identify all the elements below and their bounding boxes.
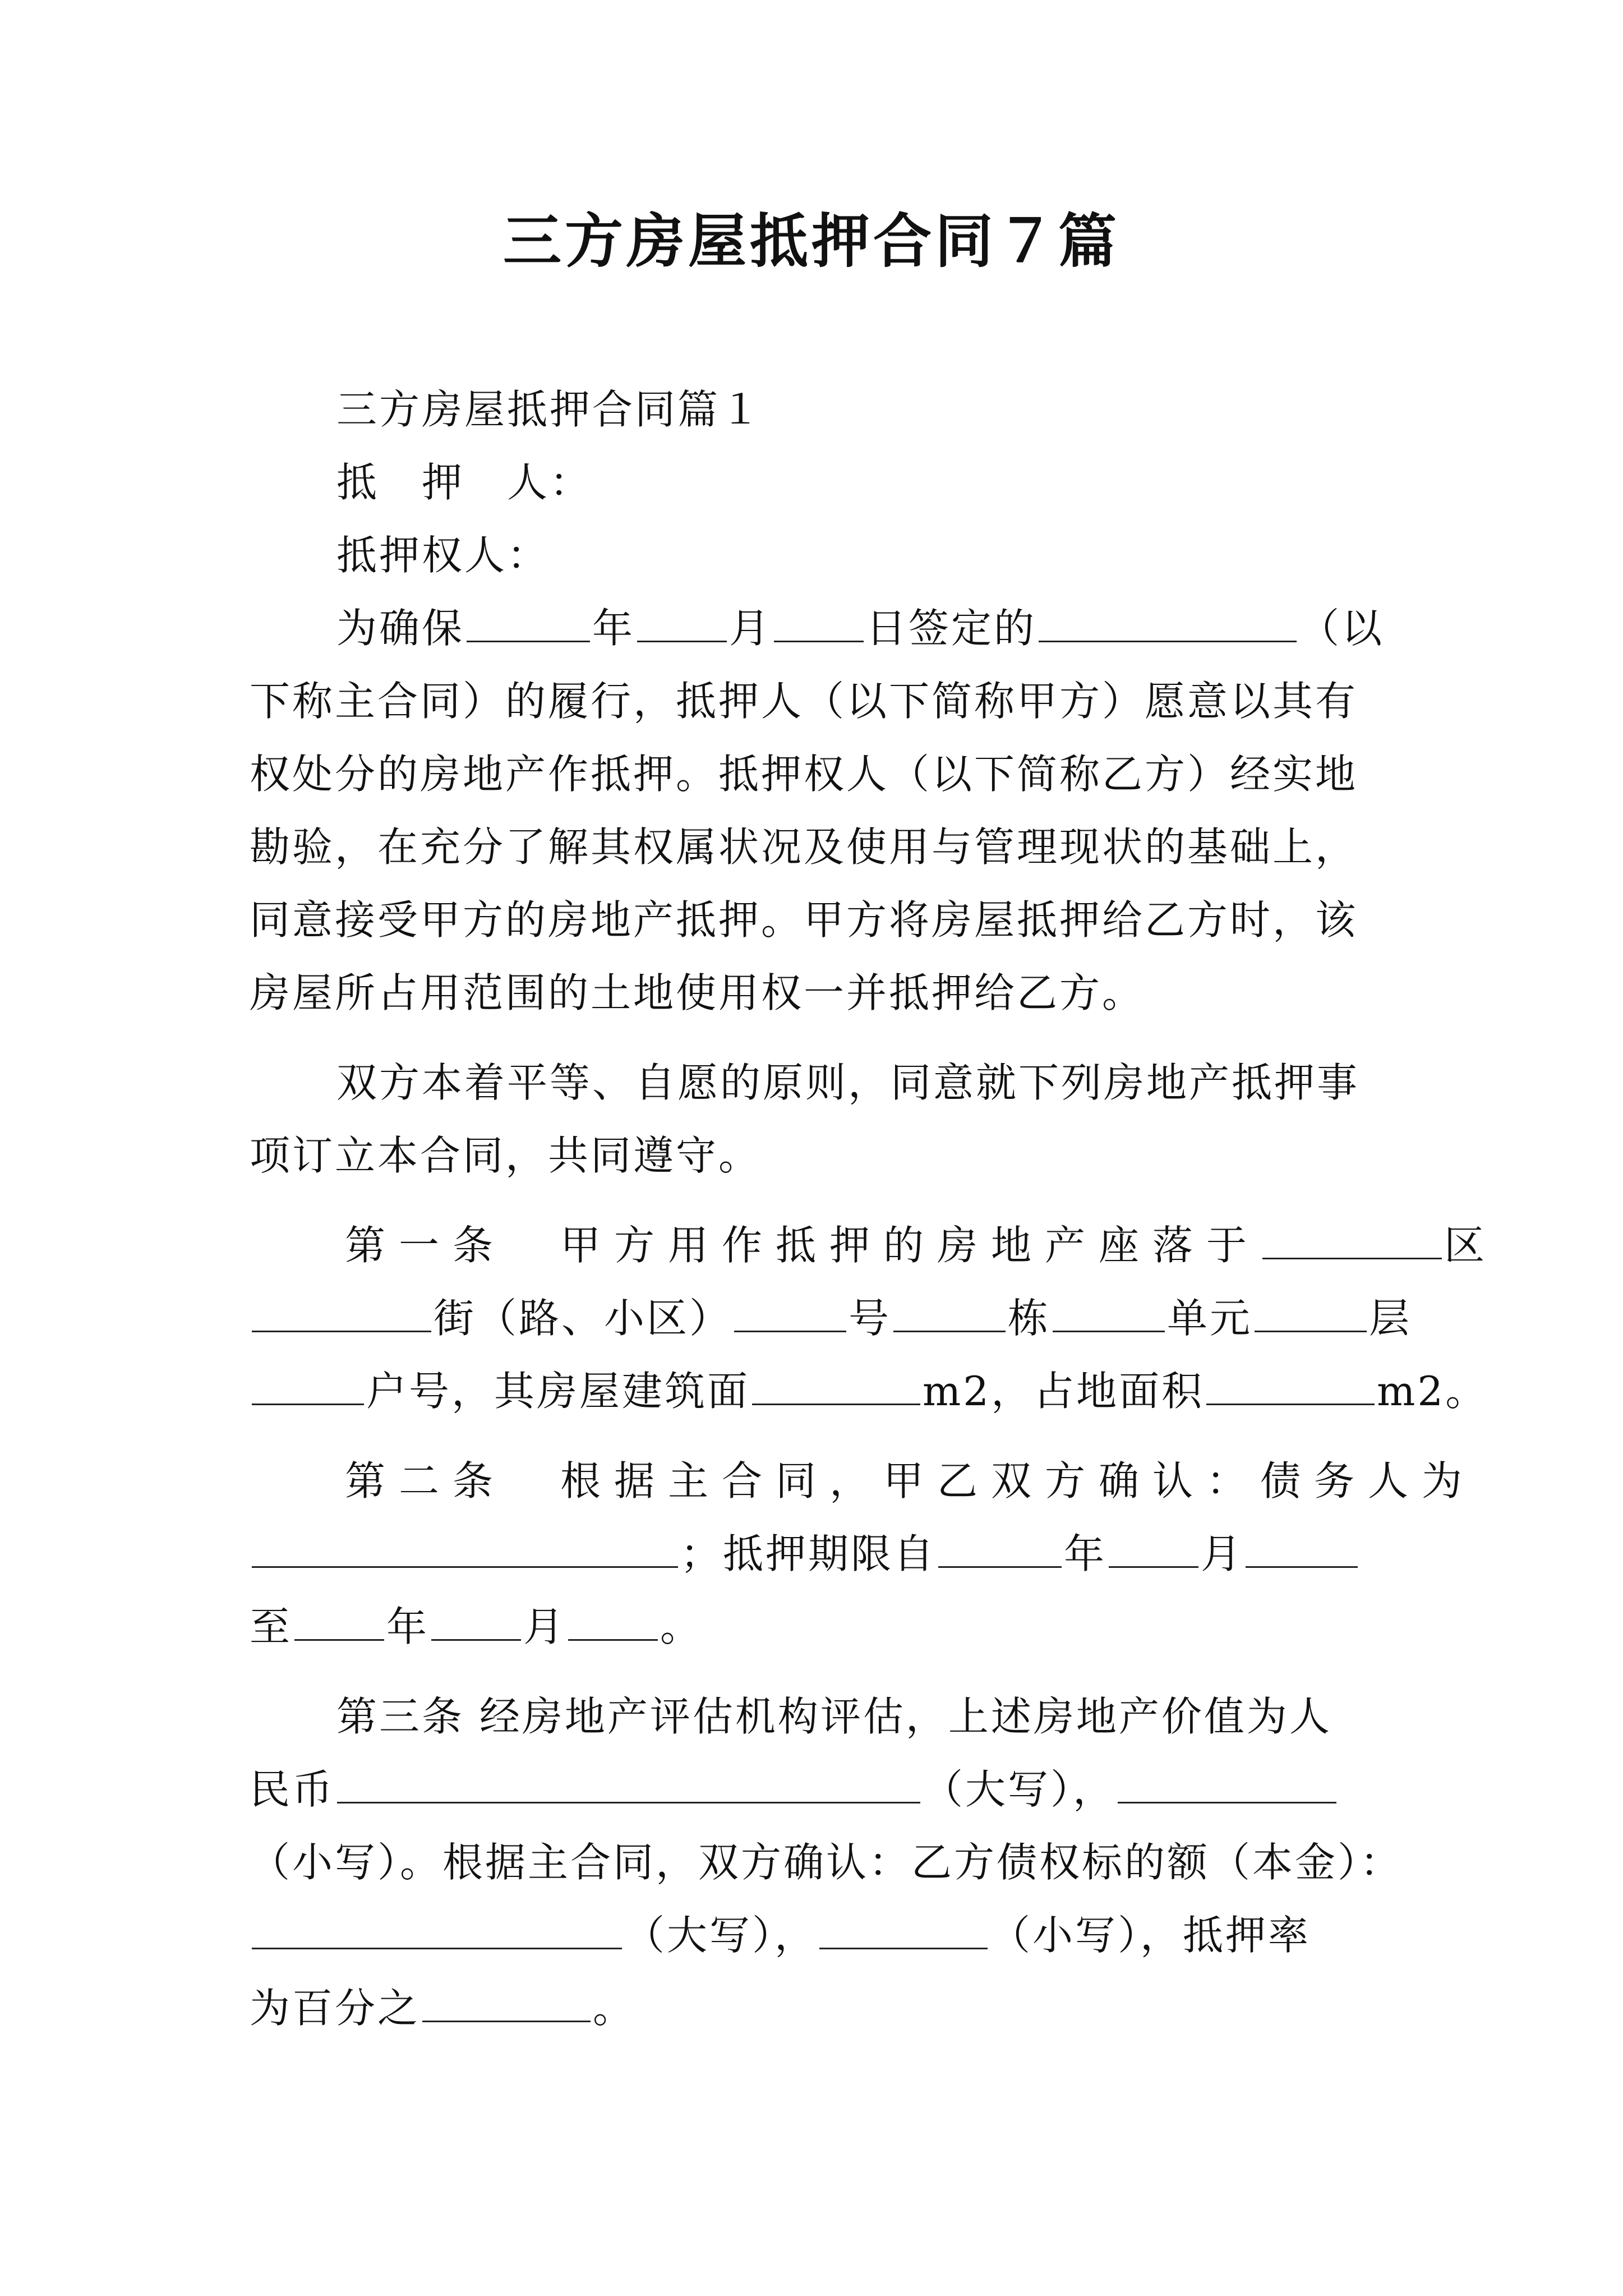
text-segment: 。: [593, 1985, 636, 2032]
article-1-line-2: [250, 1282, 1412, 1355]
text-segment: 区: [1444, 1222, 1487, 1269]
text-segment: 第一条 甲方用作抵押的房地产座落于: [345, 1222, 1261, 1269]
text-segment: 第二条 根据主合同，甲乙双方确认：债务人为: [345, 1457, 1476, 1504]
article-1-line-3: [250, 1355, 1488, 1428]
text-segment: 栋: [1008, 1295, 1051, 1342]
paragraph-1-line-2: 下称主合同）的履行，抵押人（以下简称甲方）愿意以其有: [250, 678, 1358, 725]
text-segment: ；抵押期限自: [680, 1530, 937, 1577]
text-segment: 年: [592, 605, 635, 652]
article-2-line-2: [250, 1517, 1399, 1590]
text-segment: （以: [1299, 605, 1385, 652]
article-2-line-3: [250, 1590, 1399, 1663]
blank-year: [467, 600, 590, 642]
blank-building: [893, 1290, 1006, 1332]
text-segment: m2，占地面积: [923, 1368, 1205, 1415]
text-segment: 单元: [1167, 1295, 1253, 1342]
text-segment: 为确保: [336, 605, 465, 652]
blank-debtor: [252, 1526, 678, 1568]
text-segment: （大写），: [624, 1912, 818, 1959]
blank-district: [1262, 1217, 1442, 1259]
article-3-line-3: （小写）。根据主合同，双方确认：乙方债权标的额（本金）：: [250, 1839, 1403, 1886]
blank-floor-area: [752, 1363, 920, 1405]
blank-start-day: [1246, 1526, 1358, 1568]
article-3-line-2: [250, 1753, 1399, 1826]
text-segment: 日签定的: [866, 605, 1037, 652]
text-segment: 。: [660, 1603, 703, 1650]
paragraph-1-line-4: 勘验，在充分了解其权属状况及使用与管理现状的基础上，: [250, 823, 1358, 871]
blank-principal-words: [252, 1907, 622, 1949]
blank-principal-figures: [819, 1907, 988, 1949]
paragraph-1-line-1: [336, 592, 1402, 665]
blank-number: [734, 1290, 846, 1332]
text-segment: 年: [1064, 1530, 1107, 1577]
text-segment: 层: [1369, 1295, 1412, 1342]
page-title: 三方房屋抵押合同７篇: [502, 206, 1120, 275]
blank-value-figures: [1118, 1761, 1336, 1803]
paragraph-2-line-2: 项订立本合同，共同遵守。: [250, 1132, 762, 1179]
paragraph-1-line-5: 同意接受甲方的房地产抵押。甲方将房屋抵押给乙方时，该: [250, 896, 1358, 944]
article-3-line-4: [250, 1899, 1399, 1972]
blank-day: [774, 600, 864, 642]
article-3-line-5: [250, 1972, 1399, 2045]
blank-start-month: [1109, 1526, 1198, 1568]
text-segment: 街（路、小区）: [434, 1295, 732, 1342]
blank-contract-name: [1039, 600, 1297, 642]
paragraph-1-line-6: 房屋所占用范围的土地使用权一并抵押给乙方。: [250, 969, 1145, 1016]
blank-street: [252, 1290, 431, 1332]
blank-start-year: [938, 1526, 1062, 1568]
blank-month: [637, 600, 727, 642]
blank-land-area: [1206, 1363, 1375, 1405]
mortgagee-label: 抵押权人：: [336, 532, 550, 579]
text-segment: （大写），: [923, 1766, 1116, 1813]
blank-end-day: [568, 1599, 658, 1641]
text-segment: 月: [729, 605, 772, 652]
blank-mortgage-rate: [422, 1980, 591, 2022]
paragraph-1-line-3: 权处分的房地产作抵押。抵押权人（以下简称乙方）经实地: [250, 751, 1358, 798]
blank-end-year: [294, 1599, 384, 1641]
text-segment: 至: [250, 1603, 293, 1650]
article-2-line-1: [345, 1444, 1476, 1517]
paragraph-2-line-1: 双方本着平等、自愿的原则，同意就下列房地产抵押事: [336, 1059, 1360, 1106]
blank-room: [252, 1363, 364, 1405]
text-segment: （小写），抵押率: [990, 1912, 1311, 1959]
text-segment: 户号，其房屋建筑面: [366, 1368, 750, 1415]
section-heading: 三方房屋抵押合同篇１: [336, 386, 763, 433]
blank-unit: [1053, 1290, 1165, 1332]
text-segment: 月: [1201, 1530, 1244, 1577]
blank-floor: [1255, 1290, 1367, 1332]
article-3-line-1: 第三条 经房地产评估机构评估，上述房地产价值为人: [336, 1693, 1332, 1740]
text-segment: m2。: [1377, 1368, 1488, 1415]
mortgagor-label: 抵 押 人：: [336, 459, 593, 506]
article-1-line-1: [345, 1209, 1487, 1282]
text-segment: 月: [523, 1603, 566, 1650]
text-segment: 年: [386, 1603, 430, 1650]
text-segment: 为百分之: [250, 1985, 421, 2032]
text-segment: 号: [849, 1295, 892, 1342]
text-segment: 民币: [250, 1766, 335, 1813]
blank-value-words: [337, 1761, 920, 1803]
blank-end-month: [431, 1599, 521, 1641]
